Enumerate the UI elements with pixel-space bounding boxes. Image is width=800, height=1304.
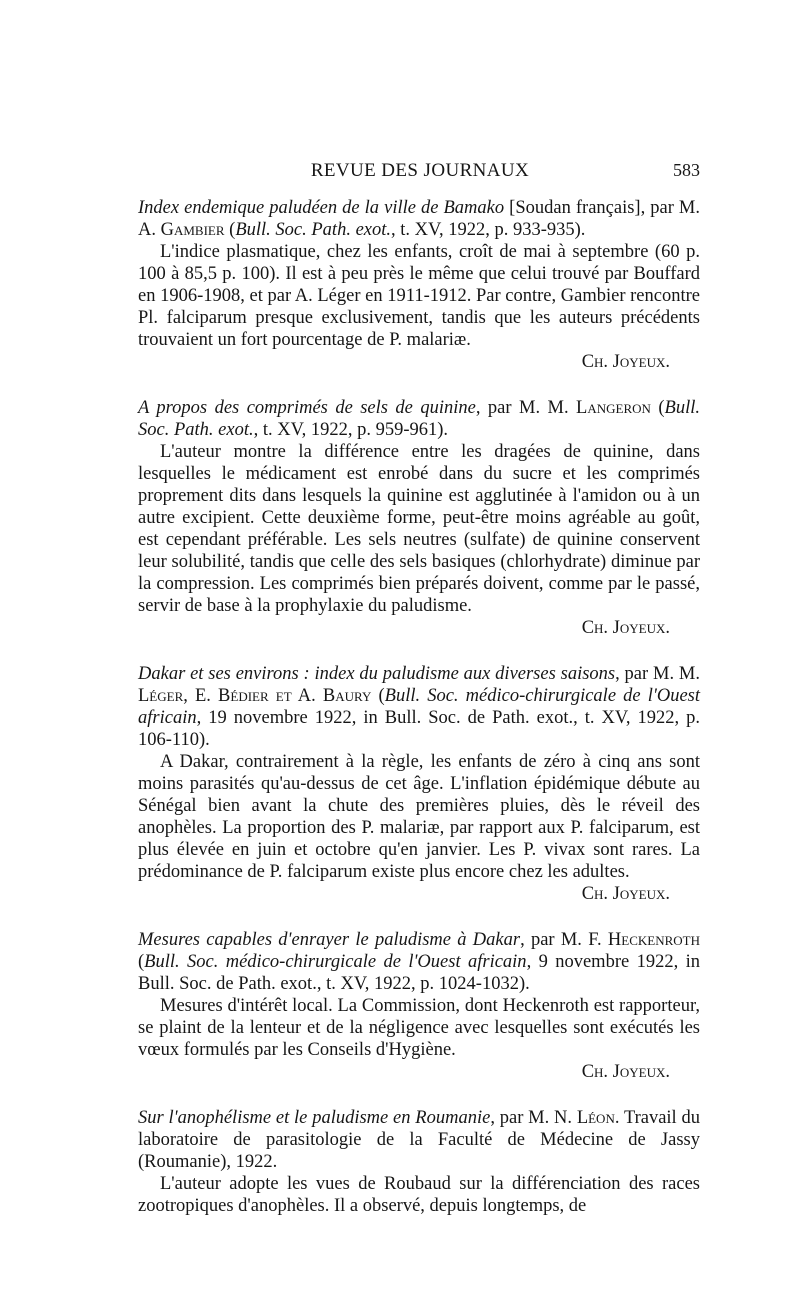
article-source: Bull. Soc. médico-chirurgicale de l'Ouest africain	[144, 952, 527, 972]
running-header	[140, 160, 700, 186]
article-body: L'auteur montre la différence entre les dragées de quinine, dans lesquelles le médicament est enrobé dans du sucre et les comprimés proprement dits dans lesquels la quinine est agglutinée à l'amidon ou à un autre excipient. Cette deuxième forme, peut-être moins agréable au goût, est cependant préférable. Les sels neutres (sulfate) de quinine conservent leur solubilité, tandis que celle des sels basiques (chlorhydrate) diminue par la compression. Les comprimés bien préparés doivent, comme par le passé, servir de base à la prophylaxie du paludisme.	[138, 442, 700, 616]
article-signature: Ch. Joyeux.	[581, 352, 670, 372]
article-author: Léger, E. Bédier et A. Baury	[138, 686, 372, 706]
article-title: A propos des comprimés de sels de quinine	[138, 398, 476, 418]
article-title: Sur l'anophélisme et le paludisme en Roumanie	[138, 1108, 491, 1128]
article-entry	[138, 663, 700, 905]
article-title: Mesures capables d'enrayer le paludisme à Dakar	[138, 930, 521, 950]
article-citation: Sur l'anophélisme et le paludisme en Roumanie, par M. N. Léon. Travail du laboratoire de parasitologie de la Faculté de Médecine de Jassy (Roumanie), 1922.	[138, 1108, 700, 1172]
article-source: Bull. Soc. Path. exot.	[235, 220, 392, 240]
running-title: REVUE DES JOURNAUX	[310, 160, 530, 181]
article-author: Léon	[576, 1108, 615, 1128]
article-signature: Ch. Joyeux.	[581, 1062, 670, 1082]
article-body: L'auteur adopte les vues de Roubaud sur la différenciation des races zootropiques d'anophèles. Il a observé, depuis longtemps, de	[138, 1174, 700, 1216]
article-citation: Dakar et ses environs : index du paludisme aux diverses saisons, par M. M. Léger, E. Bédier et A. Baury (Bull. Soc. médico-chirurgicale de l'Ouest africain, 19 novembre 1922, in Bull. Soc. de Path. exot., t. XV, 1922, p. 106-110).	[138, 664, 700, 750]
article-body: Mesures d'intérêt local. La Commission, dont Heckenroth est rapporteur, se plaint de la lenteur et de la négligence avec lesquelles sont exécutés les vœux formulés par les Conseils d'Hygiène.	[138, 996, 700, 1060]
article-title: Index endemique paludéen de la ville de Bamako	[138, 198, 505, 218]
article-entry	[138, 929, 700, 1083]
article-entry	[138, 1107, 700, 1217]
article-title: Dakar et ses environs : index du paludisme aux diverses saisons	[138, 664, 616, 684]
article-signature: Ch. Joyeux.	[581, 884, 670, 904]
article-signature: Ch. Joyeux.	[581, 618, 670, 638]
article-author: Langeron	[576, 398, 651, 418]
article-entry	[138, 197, 700, 373]
article-source: Bull. Soc. médico-chirurgicale de l'Ouest africain	[138, 686, 700, 728]
article-body: L'indice plasmatique, chez les enfants, croît de mai à septembre (60 p. 100 à 85,5 p. 100). Il est à peu près le même que celui trouvé par Bouffard en 1906-1908, et par A. Léger en 1911-1912. Par contre, Gambier rencontre Pl. falciparum presque exclusivement, tandis que les auteurs précédents trouvaient un fort pourcentage de P. malariæ.	[138, 242, 700, 350]
article-entry	[138, 397, 700, 639]
article-author: Heckenroth	[607, 930, 700, 950]
article-citation: A propos des comprimés de sels de quinine, par M. M. Langeron (Bull. Soc. Path. exot., t. XV, 1922, p. 959-961).	[138, 398, 700, 440]
article-source: Bull. Soc. Path. exot.	[138, 398, 700, 440]
article-author: Gambier	[160, 220, 225, 240]
article-list	[138, 197, 700, 1241]
article-citation: Mesures capables d'enrayer le paludisme à Dakar, par M. F. Heckenroth (Bull. Soc. médico-chirurgicale de l'Ouest africain, 9 novembre 1922, in Bull. Soc. de Path. exot., t. XV, 1922, p. 1024-1032).	[138, 930, 700, 994]
page-number: 583	[673, 160, 700, 180]
article-body: A Dakar, contrairement à la règle, les enfants de zéro à cinq ans sont moins parasités qu'au-dessus de cet âge. L'inflation épidémique débute au Sénégal bien avant la chute des premières pluies, dès le réveil des anophèles. La proportion des P. malariæ, par rapport aux P. falciparum, est plus élevée en juin et octobre qu'en janvier. Les P. vivax sont rares. La prédominance de P. falciparum existe plus encore chez les adultes.	[138, 752, 700, 882]
article-citation: Index endemique paludéen de la ville de Bamako [Soudan français], par M. A. Gambier (Bull. Soc. Path. exot., t. XV, 1922, p. 933-935).	[138, 198, 700, 240]
